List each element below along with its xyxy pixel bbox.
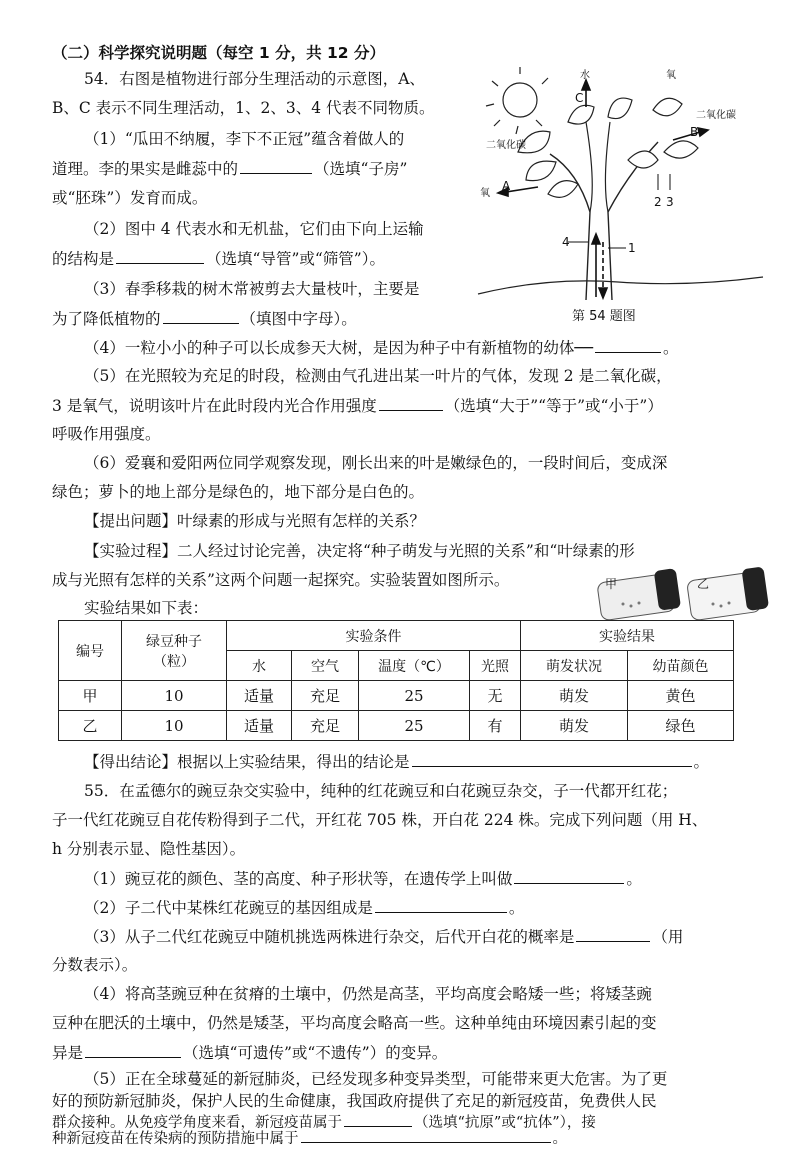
jar-label-yi: 乙 <box>697 577 710 591</box>
th-seed-2: （粒） <box>153 653 195 670</box>
q54-p1-d: 或“胚珠”）发育而成。 <box>52 189 208 207</box>
jar-apparatus <box>595 566 775 628</box>
cell-seeds: 10 <box>122 681 227 711</box>
answer-blank-54-4[interactable] <box>595 336 661 353</box>
answer-blank-54-3[interactable] <box>163 307 239 324</box>
th-id: 编号 <box>59 621 122 681</box>
cell-germ: 萌发 <box>521 711 628 741</box>
table-row <box>59 681 734 711</box>
results-table <box>58 620 734 741</box>
q54-conclusion <box>84 750 709 773</box>
q55-p5-line4 <box>52 1128 567 1148</box>
cell-light: 无 <box>470 681 521 711</box>
q54-p3-line2 <box>52 307 357 330</box>
q55-p5-d: （选填“抗原”或“抗体”），接 <box>414 1115 596 1131</box>
q54-conclusion-b: 。 <box>693 753 710 771</box>
q54-conclusion-a: 【得出结论】根据以上实验结果，得出的结论是 <box>84 753 410 771</box>
cell-water: 适量 <box>227 711 292 741</box>
q55-p4-b: 豆种在肥沃的土壤中，仍然是矮茎，平均高度会略高一些。这种单纯由环境因素引起的变 <box>52 1014 657 1032</box>
q55-p2-b: 。 <box>508 899 525 917</box>
cell-air: 充足 <box>292 711 359 741</box>
q55-p2-a: （2）子二代中某株红花豌豆的基因组成是 <box>84 899 373 917</box>
cell-water: 适量 <box>227 681 292 711</box>
q55-p4-d: （选填“可遗传”或“不遗传”）的变异。 <box>183 1044 448 1062</box>
th-conditions: 实验条件 <box>227 621 521 651</box>
cell-germ: 萌发 <box>521 681 628 711</box>
q55-p5-f: 。 <box>552 1131 567 1147</box>
q55-p5-b: 好的预防新冠肺炎，保护人民的生命健康，我国政府提供了充足的新冠疫苗，免费供人民 <box>52 1092 657 1110</box>
q55-intro-3: h 分别表示显、隐性基因）。 <box>52 840 246 858</box>
table-row <box>59 711 734 741</box>
q54-p3-b: 为了降低植物的 <box>52 310 161 328</box>
sun-icon <box>486 67 548 134</box>
answer-blank-55-4[interactable] <box>85 1041 181 1058</box>
th-results: 实验结果 <box>521 621 734 651</box>
label-1: 1 <box>628 241 636 255</box>
label-oxygen-left: 氧 <box>480 188 490 199</box>
q55-p4-c: 异是 <box>52 1044 84 1062</box>
label-co2-left: 二氧化碳 <box>486 140 526 151</box>
label-oxygen-top: 氧 <box>666 70 676 81</box>
q55-p3-c: 分数表示）。 <box>52 956 138 974</box>
q55-p5-e: 种新冠疫苗在传染病的预防措施中属于 <box>52 1131 299 1147</box>
th-color: 幼苗颜色 <box>628 651 734 681</box>
q55-p3-line <box>84 925 683 948</box>
q54-intro-1: 54．右图是植物进行部分生理活动的示意图，A、 <box>84 70 425 88</box>
q54-p2-line2 <box>52 247 385 270</box>
q55-p4-a: （4）将高茎豌豆种在贫瘠的土壤中，仍然是高茎，平均高度会略矮一些；将矮茎豌 <box>84 985 652 1003</box>
ground-line <box>478 277 763 294</box>
label-A: A <box>502 179 511 193</box>
label-water: 水 <box>580 70 590 81</box>
cell-color: 黄色 <box>628 681 734 711</box>
label-C: C <box>575 91 584 105</box>
transport-arrows <box>498 80 708 298</box>
q54-proc-a: 【实验过程】二人经过讨论完善，决定将“种子萌发与光照的关系”和“叶绿素的形 <box>84 542 635 560</box>
q54-intro-2: B、C 表示不同生理活动，1、2、3、4 代表不同物质。 <box>52 99 435 117</box>
q55-p3-a: （3）从子二代红花豌豆中随机挑选两株进行杂交，后代开白花的概率是 <box>84 928 575 946</box>
q55-p2-line <box>84 896 524 919</box>
jar-label-jia: 甲 <box>605 577 618 591</box>
label-4: 4 <box>562 235 570 249</box>
q54-p3-c: （填图中字母）。 <box>240 310 357 328</box>
q54-p1-line2 <box>52 157 407 180</box>
answer-blank-54-5[interactable] <box>379 394 443 411</box>
answer-blank-55-2[interactable] <box>375 896 507 913</box>
cell-seeds: 10 <box>122 711 227 741</box>
q55-p5-a: （5）正在全球蔓延的新冠肺炎，已经发现多种变异类型，可能带来更大危害。为了更 <box>84 1070 668 1088</box>
q54-p5-c: （选填“大于”“等于”或“小于”） <box>444 397 663 415</box>
figure-caption: 第 54 题图 <box>572 309 636 324</box>
q55-p1-b: 。 <box>626 870 642 888</box>
th-water: 水 <box>227 651 292 681</box>
cell-color: 绿色 <box>628 711 734 741</box>
jar-yi <box>687 566 770 620</box>
q55-p1-a: （1）豌豆花的颜色、茎的高度、种子形状等，在遗传学上叫做 <box>84 870 513 888</box>
q54-p5-d: 呼吸作用强度。 <box>52 425 161 443</box>
q54-proc-b: 成与光照有怎样的关系”这两个问题一起探究。实验装置如图所示。 <box>52 571 510 589</box>
branch <box>586 122 610 212</box>
q54-p2-b: 的结构是 <box>52 250 115 268</box>
q54-p5-line2 <box>52 394 663 417</box>
cell-light: 有 <box>470 711 521 741</box>
q55-p3-b: （用 <box>652 928 684 946</box>
leaves <box>518 98 698 197</box>
answer-blank-55-1[interactable] <box>514 867 624 884</box>
answer-blank-54-2[interactable] <box>116 247 204 264</box>
answer-blank-55-5[interactable] <box>344 1110 412 1127</box>
q55-intro-2: 子一代红花豌豆自花传粉得到子二代，开红花 705 株，开白花 224 株。完成下列问题（用 H、 <box>52 811 708 829</box>
q54-p2-a: （2）图中 4 代表水和无机盐，它们由下向上运输 <box>84 220 424 238</box>
cell-id: 甲 <box>59 681 122 711</box>
q54-p5-b: 3 是氧气，说明该叶片在此时段内光合作用强度 <box>52 397 377 415</box>
answer-blank-54-6[interactable] <box>412 750 692 767</box>
stomata-arrows <box>568 174 670 248</box>
q54-p1-c: （选填“子房” <box>314 160 408 178</box>
label-B: B <box>690 125 699 139</box>
cell-temp: 25 <box>359 711 470 741</box>
th-germ: 萌发状况 <box>521 651 628 681</box>
q54-p4-a: （4）一粒小小的种子可以长成参天大树，是因为种子中有新植物的幼体── <box>84 339 594 357</box>
q55-intro-1: 55．在孟德尔的豌豆杂交实验中，纯种的红花豌豆和白花豌豆杂交，子一代都开红花； <box>84 782 678 800</box>
q54-p1-a: （1）“瓜田不纳履，李下不正冠”蕴含着做人的 <box>84 130 405 148</box>
q54-result-intro: 实验结果如下表： <box>84 599 209 617</box>
th-seed <box>122 621 227 681</box>
q54-p4-line <box>84 336 679 359</box>
q54-p4-b: 。 <box>663 339 679 357</box>
q55-p1-line <box>84 867 642 890</box>
answer-blank-55-6[interactable] <box>301 1128 551 1143</box>
th-seed-1: 绿豆种子 <box>146 633 202 650</box>
q54-p1-b: 道理。李的果实是雌蕊中的 <box>52 160 239 178</box>
q54-ask: 【提出问题】叶绿素的形成与光照有怎样的关系？ <box>84 512 426 530</box>
th-air: 空气 <box>292 651 359 681</box>
q55-p4-line3 <box>52 1041 447 1064</box>
label-3: 3 <box>666 195 674 209</box>
q55-p5-c: 群众接种。从免疫学角度来看，新冠疫苗属于 <box>52 1115 342 1131</box>
q54-p2-c: （选填“导管”或“筛管”）。 <box>206 250 385 268</box>
plant-diagram <box>468 62 768 332</box>
cell-temp: 25 <box>359 681 470 711</box>
q54-p3-a: （3）春季移栽的树木常被剪去大量枝叶，主要是 <box>84 280 420 298</box>
answer-blank-54-1[interactable] <box>240 157 312 174</box>
label-2: 2 <box>654 195 662 209</box>
q54-p6-a: （6）爱襄和爱阳两位同学观察发现，刚长出来的叶是嫩绿色的，一段时间后，变成深 <box>84 454 668 472</box>
label-co2-right: 二氧化碳 <box>696 110 736 121</box>
section-title: （二）科学探究说明题（每空 1 分，共 12 分） <box>52 44 385 62</box>
th-light: 光照 <box>470 651 521 681</box>
cell-air: 充足 <box>292 681 359 711</box>
jar-jia <box>597 568 681 621</box>
cell-id: 乙 <box>59 711 122 741</box>
q54-p6-b: 绿色；萝卜的地上部分是绿色的，地下部分是白色的。 <box>52 483 425 501</box>
q54-p5-a: （5）在光照较为充足的时段，检测由气孔进出某一叶片的气体，发现 2 是二氧化碳， <box>84 367 672 385</box>
answer-blank-55-3[interactable] <box>576 925 650 942</box>
th-temp: 温度（℃） <box>359 651 470 681</box>
